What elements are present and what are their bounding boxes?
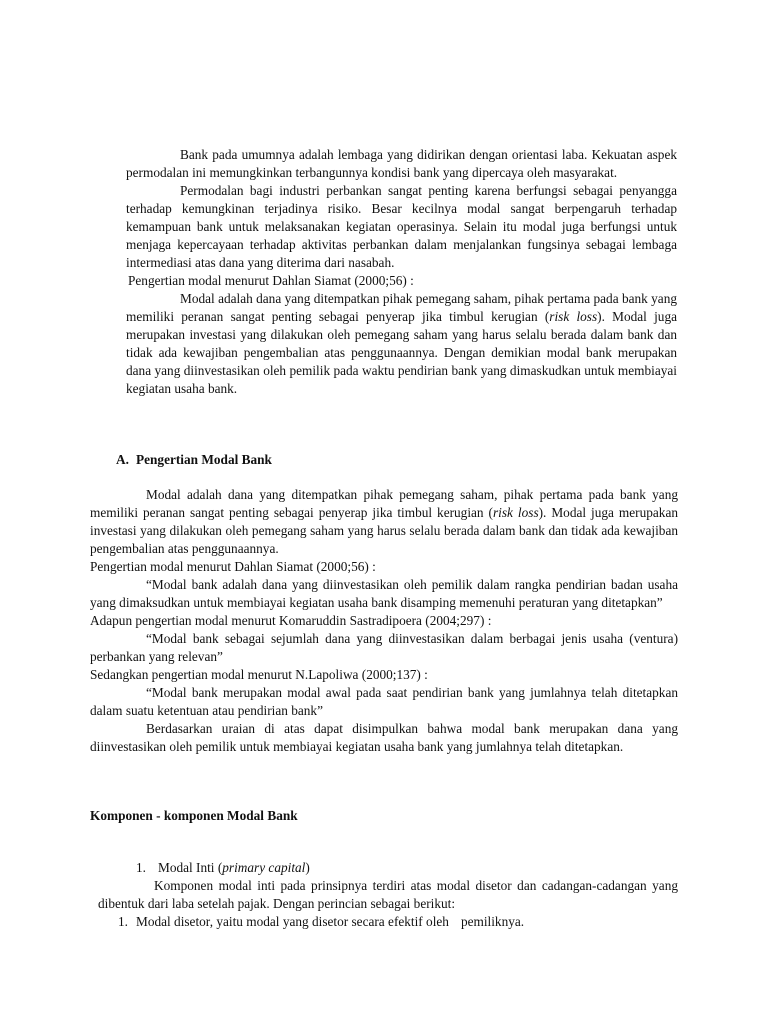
section-a-heading [116, 451, 616, 469]
list-item-number: 1. [136, 860, 146, 875]
section-b-body [98, 859, 678, 931]
section-a-title: Pengertian Modal Bank [136, 452, 272, 467]
body-a-citation-2: Adapun pengertian modal menurut Komaruddin Sastradipoera (2004;297) : [90, 613, 492, 628]
list-item-close: ) [305, 860, 310, 875]
body-a-p1-part-1: Modal adalah dana yang ditempatkan pihak pemegang saham, pihak pertama pada bank yang memiliki peranan sangat penting sebagai penyerap jika timbul kerugian ( [90, 487, 678, 520]
section-a-body [90, 486, 678, 756]
sub-list-item-text-2: pemiliknya. [460, 914, 525, 929]
sub-list-item-number: 1. [118, 914, 128, 929]
body-a-citation-1: Pengertian modal menurut Dahlan Siamat (2000;56) : [90, 559, 376, 574]
list-item-label: Modal Inti ( [158, 860, 223, 875]
body-a-quote-3: “Modal bank merupakan modal awal pada saat pendirian bank yang jumlahnya telah ditetapkan dalam suatu ketentuan atau pendirian bank” [90, 685, 678, 718]
intro-citation-line: Pengertian modal menurut Dahlan Siamat (2000;56) : [128, 273, 414, 288]
body-b-paragraph-1: Komponen modal inti pada prinsipnya terdiri atas modal disetor dan cadangan-cadangan yang dibentuk dari laba setelah pajak. Dengan perincian sebagai berikut: [98, 878, 678, 911]
body-a-p1-italic: risk loss [493, 505, 539, 520]
intro-paragraph-quote [126, 290, 677, 398]
sub-list-item-text-1: Modal disetor, yaitu modal yang disetor secara efektif oleh [136, 914, 449, 929]
intro-quote-part-2: ). Modal juga merupakan investasi yang dilakukan oleh pemegang saham yang harus selalu berada dalam bank dan tidak ada kewajiban pengembalian atas penggunaannya. Dengan demikian modal bank merupakan dana yang diinvestasikan oleh pemilik pada waktu pendirian bank yang dimaskudkan untuk membiayai kegiatan usaha bank. [126, 309, 677, 396]
body-a-p1-part-2: ). Modal juga merupakan investasi yang dilakukan oleh pemegang saham yang harus selalu berada dalam bank dan tidak ada kewajiban pengembalian atas penggunaannya. [90, 505, 679, 556]
intro-section [126, 146, 677, 398]
body-a-paragraph-1 [90, 486, 678, 558]
sub-list-item-modal-disetor [98, 913, 678, 931]
body-a-citation-3: Sedangkan pengertian modal menurut N.Lapoliwa (2000;137) : [90, 667, 428, 682]
body-a-quote-1: “Modal bank adalah dana yang diinvestasikan oleh pemilik dalam rangka pendirian badan usaha yang dimaksudkan untuk membiayai kegiatan usaha bank disamping memenuhi peraturan yang ditetapkan” [90, 577, 678, 610]
body-a-conclusion: Berdasarkan uraian di atas dapat disimpulkan bahwa modal bank merupakan dana yang diinvestasikan oleh pemilik untuk membiayai kegiatan usaha bank yang jumlahnya telah ditetapkan. [90, 721, 678, 754]
list-item-modal-inti [98, 859, 678, 877]
intro-paragraph-1: Bank pada umumnya adalah lembaga yang didirikan dengan orientasi laba. Kekuatan aspek permodalan ini memungkinkan terbangunnya kondisi bank yang dipercaya oleh masyarakat. [126, 147, 677, 180]
list-item-italic: primary capital [222, 860, 306, 875]
intro-quote-part-1: Modal adalah dana yang ditempatkan pihak pemegang saham, pihak pertama pada bank yang memiliki peranan sangat penting sebagai penyerap jika timbul kerugian ( [126, 291, 677, 324]
intro-quote-italic: risk loss [549, 309, 598, 324]
intro-paragraph-2: Permodalan bagi industri perbankan sangat penting karena berfungsi sebagai penyangga terhadap kemungkinan terjadinya risiko. Besar kecilnya modal sangat berpengaruh terhadap kemampuan bank untuk melaksanakan kegiatan operasinya. Selain itu modal juga berfungsi untuk menjaga kepercayaan terhadap aktivitas perbankan dalam menjalankan fungsinya sebagai lembaga intermediasi atas dana yang diterima dari nasabah. [126, 183, 677, 270]
section-a-number: A. [116, 452, 129, 467]
section-b-heading: Komponen - komponen Modal Bank [90, 808, 298, 823]
body-a-quote-2: “Modal bank sebagai sejumlah dana yang diinvestasikan dalam berbagai jenis usaha (ventura) perbankan yang relevan” [90, 631, 678, 664]
